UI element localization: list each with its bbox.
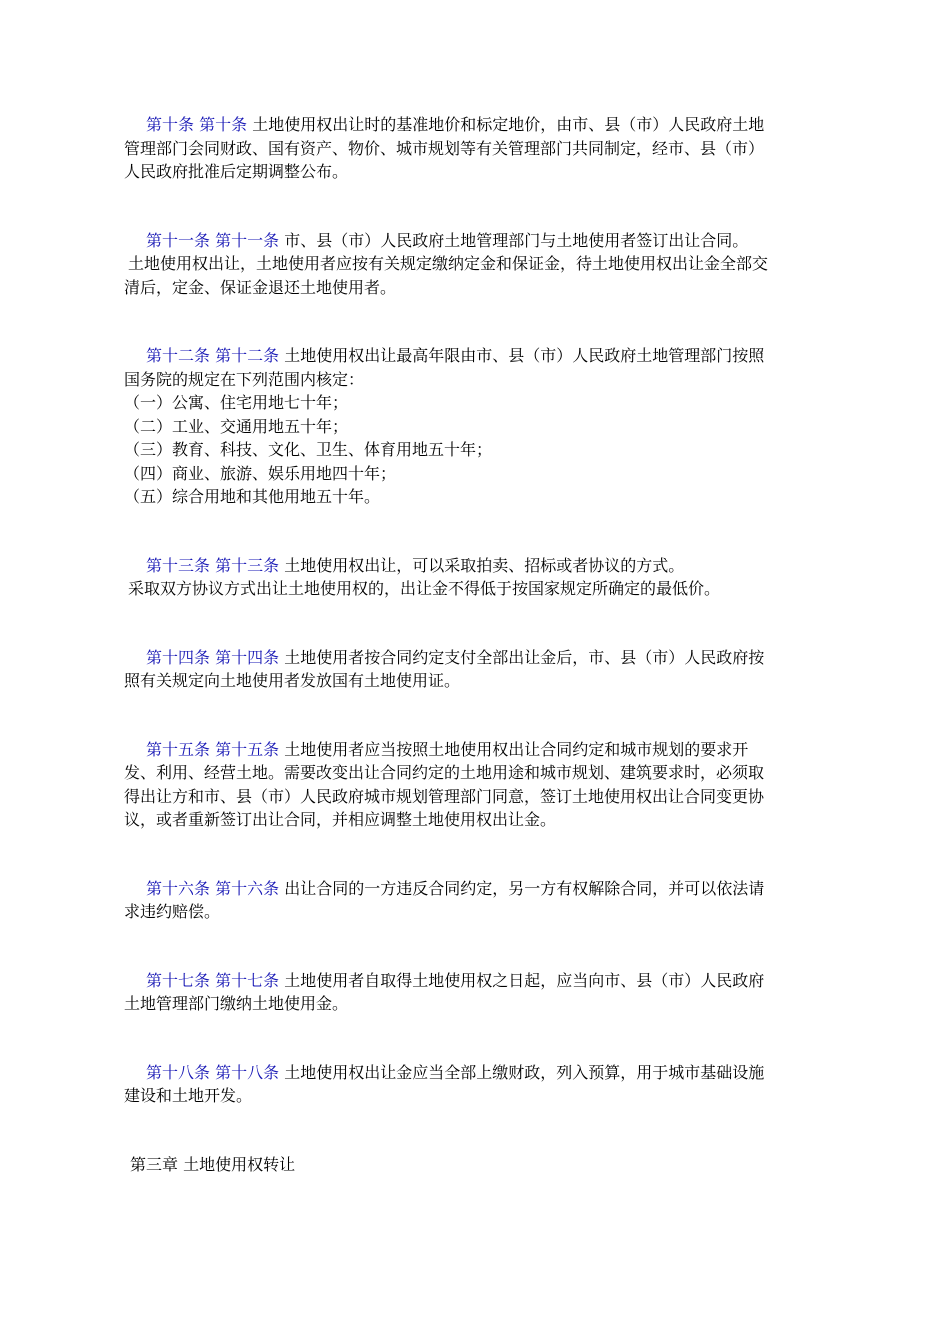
chapter-heading: 第三章 土地使用权转让	[130, 1154, 296, 1174]
article-10-link-2[interactable]: 第十条	[199, 115, 248, 134]
article-17	[124, 969, 829, 1016]
article-15-line-4: 议，或者重新签订出让合同，并相应调整土地使用权出让金。	[124, 810, 557, 829]
article-10-line-3: 人民政府批准后定期调整公布。	[124, 162, 349, 181]
article-13-link-2[interactable]: 第十三条	[215, 555, 280, 575]
article-14-link-2[interactable]: 第十四条	[215, 647, 280, 667]
article-15-line-3: 得出让方和市、县（市）人民政府城市规划管理部门同意，签订土地使用权出让合同变更协	[124, 786, 765, 806]
article-10	[124, 113, 829, 184]
article-11-line-3: 清后，定金、保证金退还土地使用者。	[124, 277, 397, 297]
article-12-item-5: （五）综合用地和其他用地五十年。	[124, 487, 381, 506]
article-11-line-2: 土地使用权出让，土地使用者应按有关规定缴纳定金和保证金，待土地使用权出让金全部交	[128, 254, 769, 273]
article-10-line-2: 管理部门会同财政、国有资产、物价、城市规划等有关管理部门共同制定，经市、县（市）	[124, 138, 765, 158]
article-10-link-1[interactable]: 第十条	[146, 115, 195, 134]
article-16	[124, 877, 829, 924]
article-16-line-2: 求违约赔偿。	[124, 902, 221, 921]
article-12-link-2[interactable]: 第十二条	[215, 346, 280, 365]
article-13-link-1[interactable]: 第十三条	[146, 555, 211, 575]
article-11-link-1[interactable]: 第十一条	[146, 230, 211, 250]
article-14-line-1: 土地使用者按合同约定支付全部出让金后，市、县（市）人民政府按	[284, 647, 765, 667]
article-15-link-1[interactable]: 第十五条	[146, 739, 211, 759]
article-13	[124, 554, 829, 601]
article-12	[124, 344, 829, 509]
article-11-line-1: 市、县（市）人民政府土地管理部门与土地使用者签订出让合同。	[284, 230, 749, 250]
article-13-line-2: 采取双方协议方式出让土地使用权的，出让金不得低于按国家规定所确定的最低价。	[128, 579, 721, 598]
article-12-link-1[interactable]: 第十二条	[146, 346, 211, 365]
article-13-line-1: 土地使用权出让，可以采取拍卖、招标或者协议的方式。	[284, 555, 685, 575]
article-15-line-1: 土地使用者应当按照土地使用权出让合同约定和城市规划的要求开	[284, 739, 749, 759]
article-12-item-2: （二）工业、交通用地五十年；	[124, 416, 349, 436]
article-11	[124, 229, 829, 300]
article-14-link-1[interactable]: 第十四条	[146, 647, 211, 667]
article-12-item-4: （四）商业、旅游、娱乐用地四十年；	[124, 463, 397, 483]
article-12-item-3: （三）教育、科技、文化、卫生、体育用地五十年；	[124, 440, 493, 459]
article-17-link-2[interactable]: 第十七条	[215, 970, 280, 990]
article-11-link-2[interactable]: 第十一条	[215, 230, 280, 250]
article-18-line-2: 建设和土地开发。	[124, 1086, 253, 1105]
article-18-link-1[interactable]: 第十八条	[146, 1062, 211, 1082]
article-17-link-1[interactable]: 第十七条	[146, 970, 211, 990]
article-18-line-1: 土地使用权出让金应当全部上缴财政，列入预算，用于城市基础设施	[284, 1062, 765, 1082]
article-17-line-2: 土地管理部门缴纳土地使用金。	[124, 994, 349, 1013]
article-16-link-2[interactable]: 第十六条	[215, 878, 280, 898]
article-14-line-2: 照有关规定向土地使用者发放国有土地使用证。	[124, 671, 461, 690]
article-15-link-2[interactable]: 第十五条	[215, 739, 280, 759]
article-15-line-2: 发、利用、经营土地。需要改变出让合同约定的土地用途和城市规划、建筑要求时，必须取	[124, 763, 765, 782]
article-16-link-1[interactable]: 第十六条	[146, 878, 211, 898]
article-12-item-1: （一）公寓、住宅用地七十年；	[124, 393, 349, 412]
article-18-link-2[interactable]: 第十八条	[215, 1062, 280, 1082]
document-body	[124, 113, 829, 1176]
article-14	[124, 646, 829, 693]
article-12-line-2: 国务院的规定在下列范围内核定：	[124, 369, 365, 389]
article-15	[124, 738, 829, 832]
article-10-line-1: 土地使用权出让时的基准地价和标定地价，由市、县（市）人民政府土地	[252, 115, 765, 134]
article-12-line-1: 土地使用权出让最高年限由市、县（市）人民政府土地管理部门按照	[284, 346, 765, 365]
article-17-line-1: 土地使用者自取得土地使用权之日起，应当向市、县（市）人民政府	[284, 970, 765, 990]
article-18	[124, 1061, 829, 1108]
article-16-line-1: 出让合同的一方违反合同约定，另一方有权解除合同，并可以依法请	[284, 878, 765, 898]
